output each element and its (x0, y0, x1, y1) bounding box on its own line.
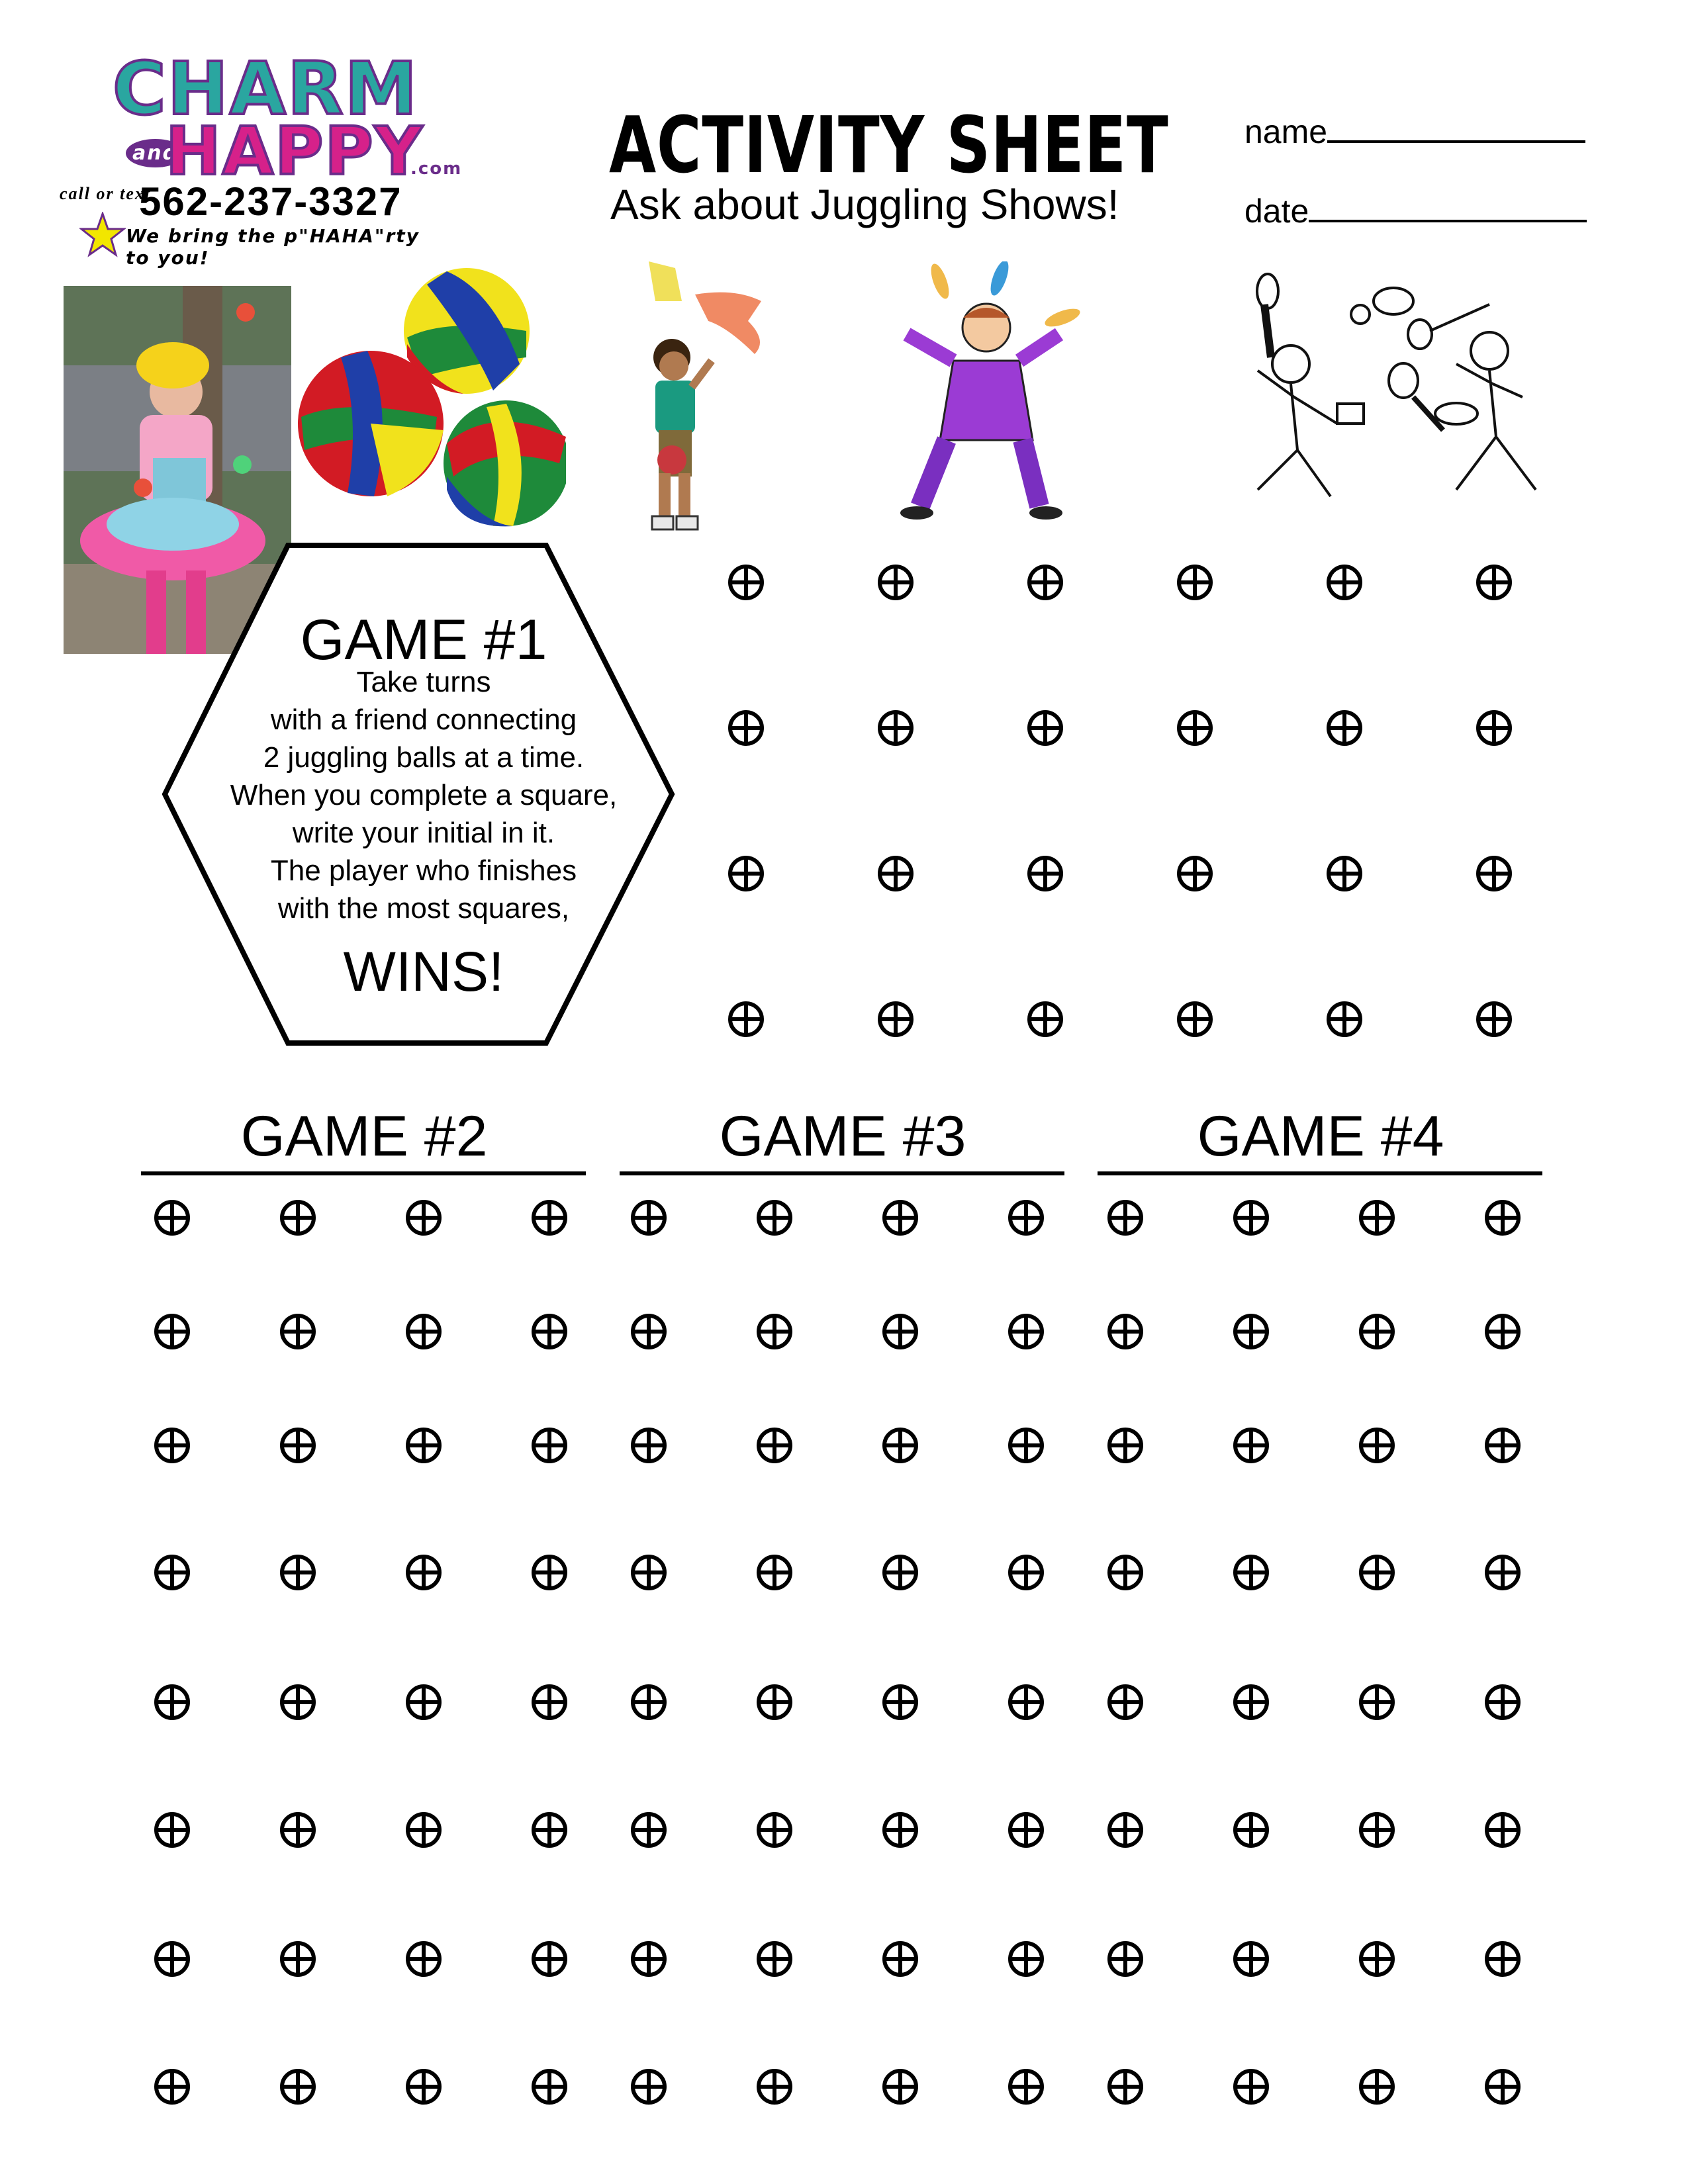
name-label: name (1244, 113, 1328, 150)
game1-instruction-line: with a friend connecting (270, 704, 577, 736)
juggling-ball-icon[interactable] (880, 1810, 920, 1850)
game1-title: GAME #1 (300, 608, 547, 672)
star-icon (79, 212, 126, 258)
juggling-ball-icon[interactable] (755, 1198, 794, 1238)
juggling-ball-icon[interactable] (726, 563, 766, 602)
juggling-ball-icon[interactable] (1105, 1682, 1145, 1722)
juggling-ball-icon[interactable] (1231, 1682, 1271, 1722)
juggling-ball-icon[interactable] (880, 1198, 920, 1238)
juggling-ball-icon[interactable] (1231, 1312, 1271, 1351)
juggling-ball-icon[interactable] (530, 1553, 569, 1592)
juggling-ball-icon[interactable] (278, 1553, 318, 1592)
juggling-ball-icon[interactable] (629, 1312, 669, 1351)
juggling-ball-icon[interactable] (404, 1198, 444, 1238)
juggling-ball-icon[interactable] (530, 1312, 569, 1351)
juggling-ball-icon[interactable] (1357, 1312, 1397, 1351)
juggling-ball-icon[interactable] (1357, 1553, 1397, 1592)
juggling-ball-icon[interactable] (880, 1682, 920, 1722)
juggling-ball-icon[interactable] (278, 1426, 318, 1465)
game2-heading-rule (141, 1171, 586, 1175)
juggling-ball-icon[interactable] (152, 2067, 192, 2107)
juggling-ball-icon[interactable] (1231, 2067, 1271, 2107)
juggling-ball-icon[interactable] (404, 1939, 444, 1979)
juggling-ball-icon[interactable] (1175, 854, 1215, 893)
logo-word-happy: HAPPY (165, 113, 424, 190)
game4-heading-rule (1098, 1171, 1542, 1175)
juggling-ball-icon[interactable] (726, 999, 766, 1039)
man-juggling-pins-clipart (880, 261, 1099, 526)
juggling-ball-icon[interactable] (530, 1810, 569, 1850)
juggling-ball-icon[interactable] (726, 708, 766, 748)
juggling-ball-icon[interactable] (755, 1682, 794, 1722)
juggling-ball-icon[interactable] (880, 1312, 920, 1351)
juggling-ball-icon[interactable] (404, 1426, 444, 1465)
juggling-ball-icon[interactable] (629, 1553, 669, 1592)
juggling-ball-icon[interactable] (1474, 999, 1514, 1039)
juggling-ball-icon[interactable] (1483, 1553, 1523, 1592)
juggling-ball-icon[interactable] (1006, 1312, 1046, 1351)
juggling-ball-icon[interactable] (152, 1426, 192, 1465)
juggling-ball-icon[interactable] (1006, 1939, 1046, 1979)
juggling-ball-icon[interactable] (404, 2067, 444, 2107)
juggling-ball-icon[interactable] (404, 1553, 444, 1592)
logo-and: and (126, 139, 185, 167)
game1-instruction-line: 2 juggling balls at a time. (263, 741, 585, 774)
juggling-ball-icon[interactable] (1105, 1553, 1145, 1592)
juggling-ball-icon[interactable] (876, 999, 915, 1039)
juggling-ball-icon[interactable] (880, 2067, 920, 2107)
juggling-balls-photo (295, 265, 566, 536)
juggling-ball-icon[interactable] (278, 1810, 318, 1850)
juggling-ball-icon[interactable] (1105, 1939, 1145, 1979)
juggling-ball-icon[interactable] (1483, 2067, 1523, 2107)
juggling-ball-icon[interactable] (1483, 1810, 1523, 1850)
juggling-ball-icon[interactable] (1105, 1810, 1145, 1850)
kids-juggling-sports-clipart (1178, 265, 1609, 516)
juggling-ball-icon[interactable] (152, 1198, 192, 1238)
juggling-ball-icon[interactable] (1006, 1682, 1046, 1722)
juggling-ball-icon[interactable] (1325, 708, 1364, 748)
juggling-ball-icon[interactable] (1006, 2067, 1046, 2107)
juggling-ball-icon[interactable] (1357, 1810, 1397, 1850)
name-blank-line[interactable] (1327, 114, 1585, 143)
juggling-ball-icon[interactable] (1025, 563, 1065, 602)
juggling-ball-icon[interactable] (1006, 1198, 1046, 1238)
juggling-ball-icon[interactable] (278, 2067, 318, 2107)
game4-title: GAME #4 (1197, 1105, 1444, 1168)
juggling-ball-icon[interactable] (1231, 1553, 1271, 1592)
juggling-ball-icon[interactable] (1474, 854, 1514, 893)
logo-domain-suffix: .com (410, 159, 463, 179)
juggling-ball-icon[interactable] (1325, 854, 1364, 893)
juggling-ball-icon[interactable] (1483, 1426, 1523, 1465)
juggling-ball-icon[interactable] (278, 1198, 318, 1238)
juggling-ball-icon[interactable] (1006, 1426, 1046, 1465)
juggling-ball-icon[interactable] (1357, 1682, 1397, 1722)
logo-word-charm: CHARM (113, 46, 419, 131)
juggling-ball-icon[interactable] (629, 1682, 669, 1722)
juggling-ball-icon[interactable] (1357, 1939, 1397, 1979)
juggling-ball-icon[interactable] (1325, 999, 1364, 1039)
juggling-ball-icon[interactable] (1231, 1198, 1271, 1238)
juggling-ball-icon[interactable] (1325, 563, 1364, 602)
juggling-ball-icon[interactable] (880, 1553, 920, 1592)
juggling-ball-icon[interactable] (152, 1553, 192, 1592)
juggling-ball-icon[interactable] (1483, 1682, 1523, 1722)
name-field[interactable] (1244, 113, 1585, 151)
juggling-ball-icon[interactable] (152, 1939, 192, 1979)
juggling-ball-icon[interactable] (755, 2067, 794, 2107)
game3-heading-rule (620, 1171, 1064, 1175)
juggling-ball-icon[interactable] (404, 1810, 444, 1850)
juggling-ball-icon[interactable] (152, 1810, 192, 1850)
game1-instruction-line: write your initial in it. (292, 817, 555, 849)
company-logo (53, 33, 463, 269)
game1-instruction-line: When you complete a square, (230, 779, 618, 811)
juggling-ball-icon[interactable] (755, 1939, 794, 1979)
juggling-ball-icon[interactable] (152, 1682, 192, 1722)
game1-instruction-line: The player who finishes (270, 854, 577, 887)
juggling-ball-icon[interactable] (1231, 1810, 1271, 1850)
game3-title: GAME #3 (719, 1105, 966, 1168)
juggling-ball-icon[interactable] (1105, 2067, 1145, 2107)
juggling-ball-icon[interactable] (1006, 1810, 1046, 1850)
juggling-ball-icon[interactable] (629, 1810, 669, 1850)
game1-instruction-line: with the most squares, (277, 892, 570, 925)
logo-tagline: We bring the p"HAHA"rty to you! (126, 225, 420, 269)
juggling-ball-icon[interactable] (1175, 708, 1215, 748)
juggling-ball-icon[interactable] (755, 1553, 794, 1592)
juggling-ball-icon[interactable] (726, 854, 766, 893)
juggling-ball-icon[interactable] (876, 563, 915, 602)
game2-title: GAME #2 (240, 1105, 488, 1168)
juggling-ball-icon[interactable] (629, 1426, 669, 1465)
juggling-ball-icon[interactable] (1231, 1426, 1271, 1465)
juggling-ball-icon[interactable] (1231, 1939, 1271, 1979)
page-title: ACTIVITY SHEET (609, 99, 1169, 191)
page-subtitle: Ask about Juggling Shows! (610, 181, 1119, 228)
juggling-ball-icon[interactable] (1474, 563, 1514, 602)
juggling-ball-icon[interactable] (1175, 999, 1215, 1039)
juggling-ball-icon[interactable] (1105, 1198, 1145, 1238)
juggling-ball-icon[interactable] (278, 1682, 318, 1722)
logo-call-label: call or text (60, 184, 152, 203)
juggling-ball-icon[interactable] (1474, 708, 1514, 748)
juggling-ball-icon[interactable] (629, 1198, 669, 1238)
juggling-ball-icon[interactable] (530, 1426, 569, 1465)
juggling-ball-icon[interactable] (278, 1312, 318, 1351)
juggling-ball-icon[interactable] (1357, 1426, 1397, 1465)
juggling-ball-icon[interactable] (278, 1939, 318, 1979)
juggling-ball-icon[interactable] (152, 1312, 192, 1351)
juggling-ball-icon[interactable] (530, 1198, 569, 1238)
juggling-ball-icon[interactable] (530, 1939, 569, 1979)
juggling-ball-icon[interactable] (530, 1682, 569, 1722)
juggling-ball-icon[interactable] (404, 1682, 444, 1722)
date-label: date (1244, 193, 1309, 230)
juggling-ball-icon[interactable] (629, 1939, 669, 1979)
juggling-ball-icon[interactable] (876, 854, 915, 893)
juggling-ball-icon[interactable] (1357, 2067, 1397, 2107)
juggling-ball-icon[interactable] (1025, 854, 1065, 893)
juggling-ball-icon[interactable] (755, 1312, 794, 1351)
boy-juggling-scarves-clipart (635, 261, 788, 539)
juggling-ball-icon[interactable] (755, 1810, 794, 1850)
date-blank-line[interactable] (1309, 193, 1587, 222)
juggling-ball-icon[interactable] (1483, 1198, 1523, 1238)
juggling-ball-icon[interactable] (1025, 999, 1065, 1039)
juggling-ball-icon[interactable] (1105, 1426, 1145, 1465)
juggling-ball-icon[interactable] (1006, 1553, 1046, 1592)
juggling-ball-icon[interactable] (1025, 708, 1065, 748)
juggling-ball-icon[interactable] (880, 1939, 920, 1979)
logo-phone-number: 562-237-3327 (139, 179, 402, 224)
juggling-ball-icon[interactable] (530, 2067, 569, 2107)
juggling-ball-icon[interactable] (880, 1426, 920, 1465)
juggling-ball-icon[interactable] (1483, 1939, 1523, 1979)
juggling-ball-icon[interactable] (1483, 1312, 1523, 1351)
juggling-ball-icon[interactable] (1357, 1198, 1397, 1238)
juggling-ball-icon[interactable] (876, 708, 915, 748)
juggling-ball-icon[interactable] (755, 1426, 794, 1465)
juggling-ball-icon[interactable] (1105, 1312, 1145, 1351)
date-field[interactable] (1244, 192, 1587, 230)
game1-instruction-line: Take turns (356, 666, 491, 698)
juggling-ball-icon[interactable] (1175, 563, 1215, 602)
juggling-ball-icon[interactable] (629, 2067, 669, 2107)
juggling-ball-icon[interactable] (404, 1312, 444, 1351)
game1-wins-text: WINS! (343, 940, 504, 1003)
